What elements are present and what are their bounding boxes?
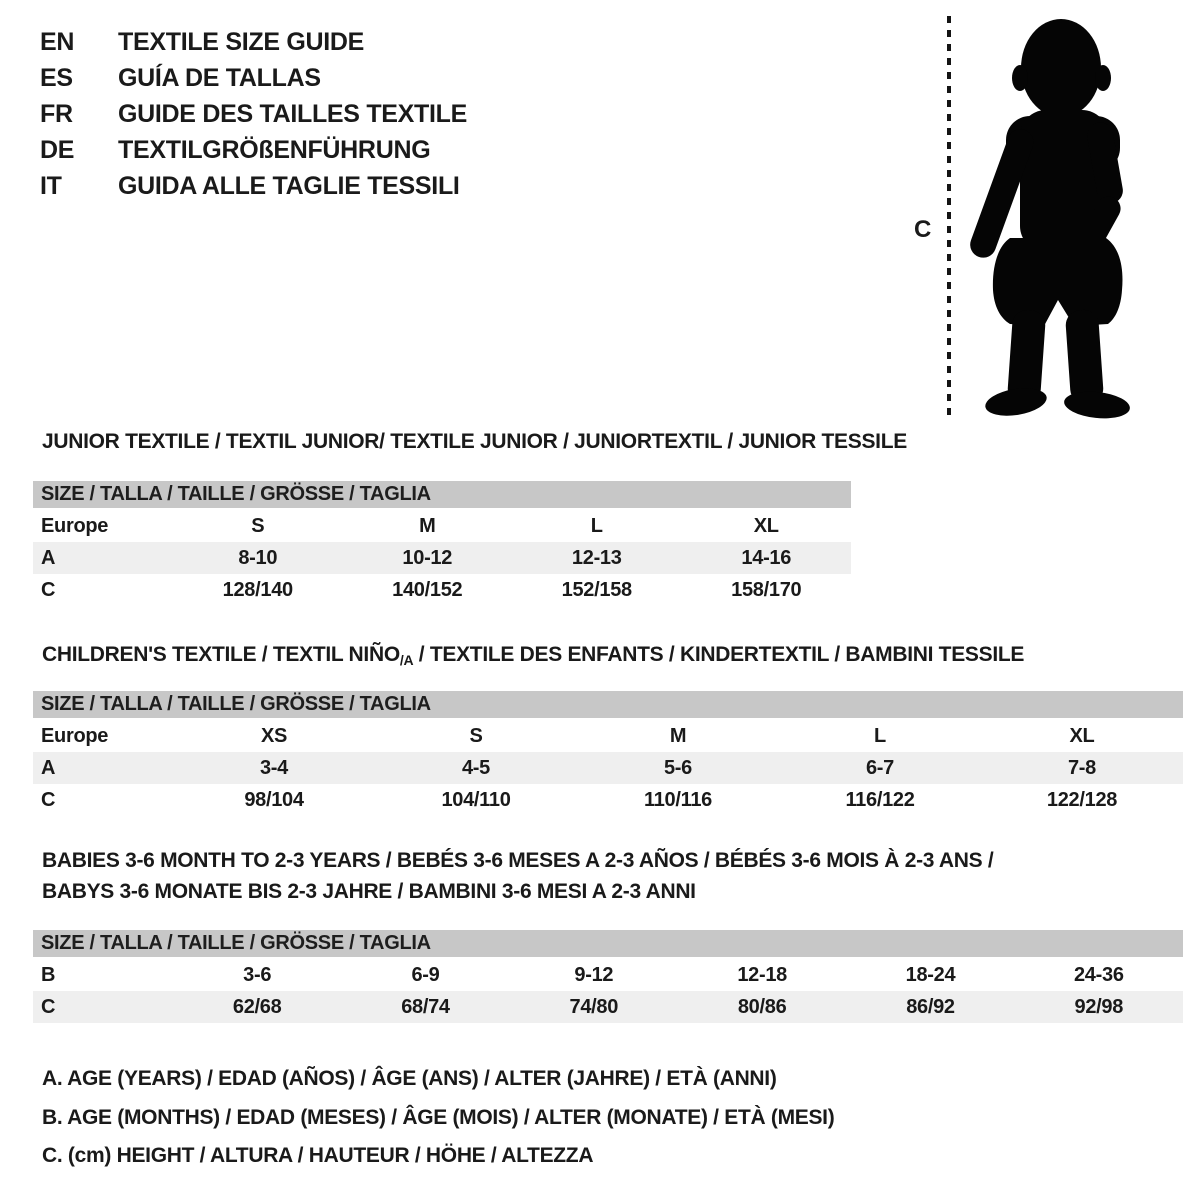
babies-size-table bbox=[33, 930, 1183, 1023]
junior-section-title: JUNIOR TEXTILE / TEXTIL JUNIOR/ TEXTILE JUNIOR / JUNIORTEXTIL / JUNIOR TESSILE bbox=[42, 430, 907, 453]
value-cell: 12-18 bbox=[737, 963, 787, 986]
children-title-main: CHILDREN'S TEXTILE / TEXTIL NIÑO bbox=[42, 643, 400, 666]
size-header-bar: SIZE / TALLA / TAILLE / GRÖSSE / TAGLIA bbox=[33, 481, 851, 508]
value-cell: M bbox=[419, 514, 436, 537]
table-row-europe bbox=[33, 720, 1183, 752]
legend-line-a: A. AGE (YEARS) / EDAD (AÑOS) / ÂGE (ANS) / ALTER (JAHRE) / ETÀ (ANNI) bbox=[42, 1067, 777, 1090]
value-cell: 110/116 bbox=[644, 788, 712, 811]
value-cell: 152/158 bbox=[561, 578, 632, 601]
value-cell: L bbox=[590, 514, 603, 537]
lang-code: FR bbox=[40, 100, 73, 128]
value-cell: XS bbox=[260, 724, 288, 747]
lang-code: EN bbox=[40, 28, 75, 56]
children-size-table bbox=[33, 691, 1183, 816]
value-cell: M bbox=[669, 724, 687, 747]
value-cell: 6-7 bbox=[865, 756, 894, 779]
row-label-cell: C bbox=[41, 995, 56, 1018]
value-cell: S bbox=[469, 724, 483, 747]
height-measure-label-c: C bbox=[914, 216, 932, 243]
value-cell: 4-5 bbox=[461, 756, 490, 779]
lang-code: IT bbox=[40, 172, 62, 200]
value-cell: 92/98 bbox=[1074, 995, 1124, 1018]
lang-row-en bbox=[40, 24, 467, 60]
value-cell: 5-6 bbox=[663, 756, 692, 779]
language-title-block bbox=[40, 24, 467, 204]
value-cell: 104/110 bbox=[441, 788, 511, 811]
babies-section-title bbox=[42, 845, 993, 907]
row-label-cell: C bbox=[41, 578, 56, 601]
size-header-bar: SIZE / TALLA / TAILLE / GRÖSSE / TAGLIA bbox=[33, 691, 1183, 718]
row-label-cell: B bbox=[41, 963, 56, 986]
table-row-months bbox=[33, 959, 1183, 991]
lang-title: GUIDA ALLE TAGLIE TESSILI bbox=[118, 172, 460, 200]
value-cell: 158/170 bbox=[731, 578, 802, 601]
lang-title: TEXTILGRÖßENFÜHRUNG bbox=[118, 136, 431, 164]
lang-title: TEXTILE SIZE GUIDE bbox=[118, 28, 365, 56]
junior-size-table bbox=[33, 481, 851, 606]
value-cell: S bbox=[251, 514, 265, 537]
value-cell: 80/86 bbox=[737, 995, 787, 1018]
row-label-cell: Europe bbox=[41, 724, 109, 747]
value-cell: 9-12 bbox=[574, 963, 614, 986]
value-cell: 12-13 bbox=[571, 546, 622, 569]
lang-title: GUIDE DES TAILLES TEXTILE bbox=[118, 100, 468, 128]
row-label-cell: A bbox=[41, 756, 56, 779]
value-cell: 128/140 bbox=[222, 578, 293, 601]
measurement-legend bbox=[42, 1060, 834, 1176]
lang-title: GUÍA DE TALLAS bbox=[118, 64, 321, 92]
row-label-cell: A bbox=[41, 546, 56, 569]
value-cell: 116/122 bbox=[845, 788, 915, 811]
value-cell: 74/80 bbox=[569, 995, 619, 1018]
table-row-height bbox=[33, 574, 851, 606]
value-cell: XL bbox=[753, 514, 779, 537]
value-cell: 62/68 bbox=[232, 995, 282, 1018]
table-row-height bbox=[33, 991, 1183, 1023]
lang-code: DE bbox=[40, 136, 75, 164]
value-cell: 7-8 bbox=[1067, 756, 1096, 779]
value-cell: 24-36 bbox=[1073, 963, 1124, 986]
row-label-cell: Europe bbox=[41, 514, 109, 537]
value-cell: 6-9 bbox=[411, 963, 440, 986]
value-cell: 122/128 bbox=[1046, 788, 1118, 811]
value-cell: 3-4 bbox=[259, 756, 288, 779]
table-row-europe bbox=[33, 510, 851, 542]
value-cell: XL bbox=[1069, 724, 1095, 747]
legend-line-c: C. (cm) HEIGHT / ALTURA / HAUTEUR / HÖHE / ALTEZZA bbox=[42, 1144, 594, 1167]
size-header-bar: SIZE / TALLA / TAILLE / GRÖSSE / TAGLIA bbox=[33, 930, 1183, 957]
value-cell: 3-6 bbox=[243, 963, 272, 986]
babies-title-line2: BABYS 3-6 MONATE BIS 2-3 JAHRE / BAMBINI 3-6 MESI A 2-3 ANNI bbox=[42, 880, 696, 903]
value-cell: 10-12 bbox=[402, 546, 453, 569]
babies-title-line1: BABIES 3-6 MONTH TO 2-3 YEARS / BEBÉS 3-6 MESES A 2-3 AÑOS / BÉBÉS 3-6 MOIS À 2-3 ANS / bbox=[42, 849, 994, 872]
table-row-height bbox=[33, 784, 1183, 816]
lang-row-de bbox=[40, 132, 467, 168]
value-cell: L bbox=[874, 724, 886, 747]
value-cell: 86/92 bbox=[906, 995, 955, 1018]
lang-row-es bbox=[40, 60, 467, 96]
value-cell: 98/104 bbox=[244, 788, 304, 811]
children-title-sub: /A bbox=[399, 652, 414, 668]
legend-line-b: B. AGE (MONTHS) / EDAD (MESES) / ÂGE (MOIS) / ALTER (MONATE) / ETÀ (MESI) bbox=[42, 1105, 835, 1129]
value-cell: 14-16 bbox=[741, 546, 792, 569]
value-cell: 8-10 bbox=[238, 546, 278, 569]
children-section-title bbox=[42, 643, 1024, 668]
lang-code: ES bbox=[40, 64, 73, 92]
lang-row-it bbox=[40, 168, 467, 204]
value-cell: 18-24 bbox=[905, 963, 956, 986]
lang-row-fr bbox=[40, 96, 467, 132]
table-row-age bbox=[33, 542, 851, 574]
children-title-rest: / TEXTILE DES ENFANTS / KINDERTEXTIL / BAMBINI TESSILE bbox=[413, 643, 1025, 666]
value-cell: 140/152 bbox=[392, 578, 463, 601]
toddler-silhouette-icon bbox=[964, 12, 1146, 420]
height-measure-dashed-line bbox=[947, 16, 951, 416]
value-cell: 68/74 bbox=[401, 995, 450, 1018]
table-row-age bbox=[33, 752, 1183, 784]
row-label-cell: C bbox=[41, 788, 56, 811]
